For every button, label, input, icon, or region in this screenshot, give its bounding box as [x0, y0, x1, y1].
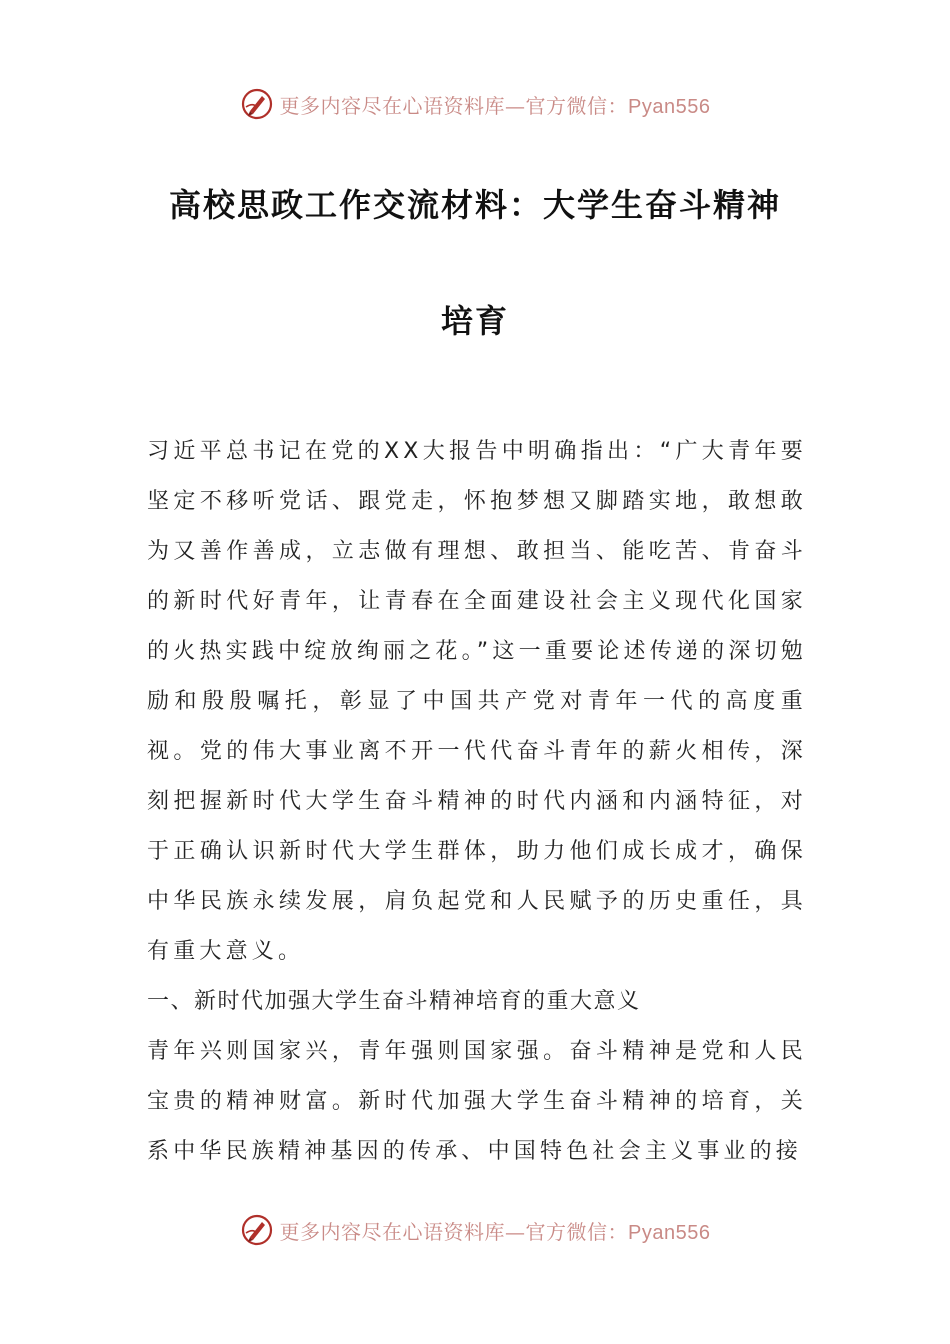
pen-logo-icon — [240, 87, 274, 121]
pen-logo-icon — [240, 1213, 274, 1247]
section-heading: 一、新时代加强大学生奋斗精神培育的重大意义 — [147, 989, 641, 1014]
header-watermark — [0, 84, 950, 124]
document-body — [147, 427, 807, 1177]
document-title-line1: 高校思政工作交流材料：大学生奋斗精神 — [168, 186, 781, 224]
footer-watermark — [0, 1210, 950, 1250]
body-paragraph: 青年兴则国家兴，青年强则国家强。奋斗精神是党和人民宝贵的精神财富。新时代加强大学生奋斗精神的培育，关系中华民族精神基因的传承、中国特色社会主义事业的接 — [147, 1039, 807, 1164]
watermark-text: 更多内容尽在心语资料库—官方微信：Pyan556 — [279, 93, 711, 118]
wechat-id: Pyan556 — [628, 95, 711, 118]
wechat-id: Pyan556 — [628, 1221, 711, 1244]
body-paragraph: 习近平总书记在党的XX大报告中明确指出：“广大青年要坚定不移听党话、跟党走，怀抱梦想又脚踏实地，敢想敢为又善作善成，立志做有理想、敢担当、能吃苦、肯奋斗的新时代好青年，让青春在全面建设社会主义现代化国家的火热实践中绽放绚丽之花。”这一重要论述传递的深切勉励和殷殷嘱托，彰显了中国共产党对青年一代的高度重视。党的伟大事业离不开一代代奋斗青年的薪火相传，深刻把握新时代大学生奋斗精神的时代内涵和内涵特征，对于正确认识新时代大学生群体，助力他们成长成才，确保中华民族永续发展，肩负起党和人民赋予的历史重任，具有重大意义。 — [147, 439, 807, 964]
watermark-text: 更多内容尽在心语资料库—官方微信：Pyan556 — [279, 1219, 711, 1244]
document-title-line2: 培育 — [440, 302, 509, 340]
